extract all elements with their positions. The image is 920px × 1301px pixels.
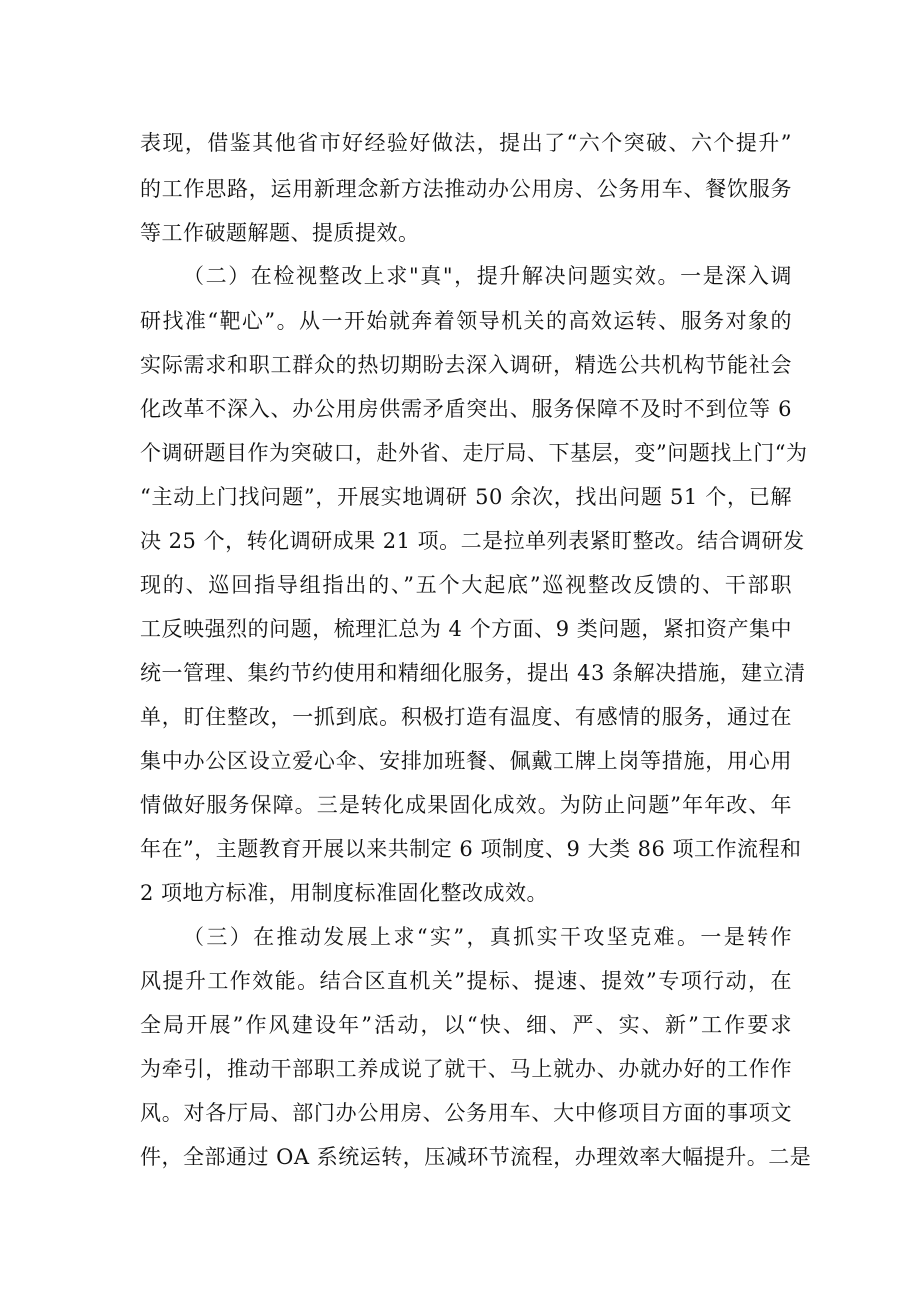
text-line: 等工作破题解题、提质提效。: [140, 221, 420, 245]
text-line: 研找准“靶心”。从一开始就奔着领导机关的高效运转、服务对象的: [140, 309, 792, 333]
text-line: 化改革不深入、办公用房供需矛盾突出、服务保障不及时不到位等 6: [140, 397, 792, 421]
text-line: 集中办公区设立爱心伞、安排加班餐、佩戴工牌上岗等措施，用心用: [140, 749, 792, 773]
text-line: 决 25 个，转化调研成果 21 项。二是拉单列表紧盯整改。结合调研发: [140, 529, 805, 553]
text-line: 件，全部通过 OA 系统运转，压减环节流程，办理效率大幅提升。二是: [140, 1145, 812, 1169]
text-line: 单，盯住整改，一抓到底。积极打造有温度、有感情的服务，通过在: [140, 705, 792, 729]
paragraph-heading-line: （三）在推动发展上求“实”，真抓实干攻坚克难。一是转作: [183, 925, 792, 949]
text-line: 全局开展”作风建设年”活动，以“快、细、严、实、新”工作要求: [140, 1013, 792, 1037]
text-line: 风。对各厅局、部门办公用房、公务用车、大中修项目方面的事项文: [140, 1101, 792, 1125]
text-line: 统一管理、集约节约使用和精细化服务，提出 43 条解决措施，建立清: [140, 661, 806, 685]
text-line: 工反映强烈的问题，梳理汇总为 4 个方面、9 类问题，紧扣资产集中: [140, 617, 792, 641]
text-line: 年在”，主题教育开展以来共制定 6 项制度、9 大类 86 项工作流程和: [140, 837, 802, 861]
paragraph-heading-line: （二）在检视整改上求"真"，提升解决问题实效。一是深入调: [183, 264, 792, 288]
text-line: 的工作思路，运用新理念新方法推动办公用房、公务用车、餐饮服务: [140, 177, 792, 201]
text-line: 现的、巡回指导组指出的、”五个大起底”巡视整改反馈的、干部职: [140, 573, 792, 597]
text-line: 个调研题目作为突破口，赴外省、走厅局、下基层，变”问题找上门“为: [140, 441, 808, 465]
text-line: 为牵引，推动干部职工养成说了就干、马上就办、办就办好的工作作: [140, 1057, 792, 1081]
text-line: 表现，借鉴其他省市好经验好做法，提出了“六个突破、六个提升”: [140, 131, 792, 155]
text-line: 风提升工作效能。结合区直机关”提标、提速、提效”专项行动，在: [140, 969, 792, 993]
text-line: 实际需求和职工群众的热切期盼去深入调研，精选公共机构节能社会: [140, 353, 792, 377]
text-line: 情做好服务保障。三是转化成果固化成效。为防止问题”年年改、年: [140, 793, 792, 817]
text-line: “主动上门找问题”，开展实地调研 50 余次，找出问题 51 个，已解: [140, 485, 792, 509]
text-line: 2 项地方标准，用制度标准固化整改成效。: [140, 881, 549, 905]
